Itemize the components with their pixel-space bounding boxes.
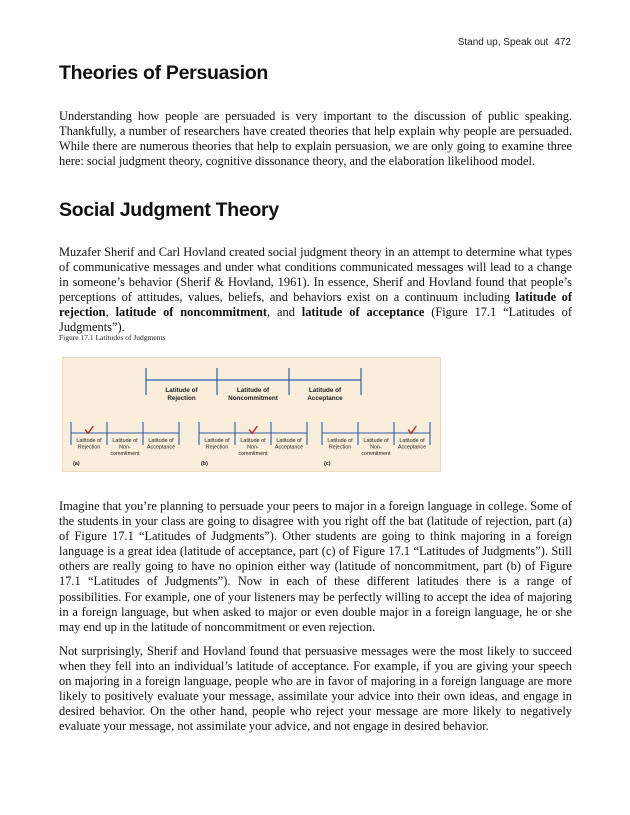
- cell-label: Non-: [247, 444, 259, 451]
- cell-label: Acceptance: [397, 444, 427, 451]
- cell-label: Latitude of: [112, 438, 138, 444]
- term-rejection: latitude of rejection: [59, 290, 572, 320]
- sjt-paragraph-2: Imagine that you’re planning to persuade your peers to major in a foreign language in college. Some of the students in your class are going to disagree with you right off the bat (latitude of rejection, part (a) of Figure 17.1 “Latitudes of Judgments”). Other students are going to think majoring in a foreign language is a great idea (latitude of acceptance, part (c) of Figure 17.1 “Latitudes of Judgments”). Still others are really going to have no opinion either way (latitude of noncommitment, part (b) of Figure 17.1 “Latitudes of Judgments”). Now in each of these different latitudes there is a range of possibilities. For example, one of your listeners may be perfectly willing to accept the idea of majoring in a foreign language, but when asked to major or even double major in a foreign language, he or she may end up in the latitude of noncommitment or even rejection.: [59, 499, 572, 634]
- top-label-line2: Acceptance: [307, 395, 343, 402]
- text-run: Muzafer Sherif and Carl Hovland created social judgment theory in an attempt to determine what types of communicative messages and under what conditions communicated messages will lead to a change in someone’s behavior (Sherif & Hovland, 1961). In essence, Sherif and Hovland found that people’s perceptions of attitudes, values, beliefs, and behaviors exist on a continuum including: [59, 245, 572, 305]
- panel-tag: (a): [73, 461, 80, 467]
- cell-label: Acceptance: [146, 444, 176, 451]
- text-run: (Figure 17.1 “Latitudes of Judgments”).: [59, 305, 572, 335]
- text-run: ,: [105, 305, 116, 320]
- top-label-line1: Latitude of: [165, 387, 198, 394]
- panel-tag: (c): [324, 461, 331, 467]
- cell-label: Latitude of: [327, 438, 353, 444]
- latitudes-figure: [62, 357, 441, 472]
- cell-label: Latitude of: [276, 438, 302, 444]
- cell-label: Non-: [370, 444, 382, 451]
- sjt-paragraph-3: Not surprisingly, Sherif and Hovland found that persuasive messages were the most likely to succeed when they fell into an individual’s latitude of acceptance. For example, if you are giving your speech on majoring in a foreign language, people who are in favor of majoring in a foreign language are more likely to positively evaluate your message, assimilate your advice into their own ideas, and engage in desired behavior. On the other hand, people who reject your message are more likely to negatively evaluate your message, not assimilate your advice, and not engage in desired behavior.: [59, 644, 572, 734]
- cell-label: Latitude of: [399, 438, 425, 444]
- top-label-line2: Noncommitment: [228, 395, 278, 402]
- panel-tag: (b): [201, 461, 208, 467]
- top-label-line1: Latitude of: [236, 387, 270, 394]
- text-run: , and: [267, 305, 302, 320]
- sjt-paragraph-1: [59, 245, 572, 336]
- latitudes-diagram: [63, 358, 442, 473]
- page-number: 472: [554, 37, 571, 48]
- cell-label: Non-: [119, 444, 131, 451]
- cell-label: Latitude of: [148, 438, 174, 444]
- cell-label: commitment: [110, 451, 140, 457]
- cell-label: Latitude of: [363, 438, 389, 444]
- section-heading-theories: Theories of Persuasion: [59, 62, 269, 84]
- intro-paragraph: Understanding how people are persuaded is very important to the discussion of public speaking. Thankfully, a number of researchers have created theories that help explain why people are persuaded. While there are numerous theories that help to explain persuasion, we are only going to examine three here: social judgment theory, cognitive dissonance theory, and the elaboration likelihood model.: [59, 109, 572, 169]
- cell-label: Latitude of: [240, 438, 266, 444]
- cell-label: Rejection: [205, 444, 229, 451]
- running-head: [458, 37, 571, 48]
- term-acceptance: latitude of acceptance: [301, 305, 425, 320]
- cell-label: Latitude of: [76, 438, 102, 444]
- section-heading-social-judgment: Social Judgment Theory: [59, 199, 279, 221]
- cell-label: Latitude of: [204, 438, 230, 444]
- book-title: Stand up, Speak out: [457, 37, 549, 48]
- figure-caption: Figure 17.1 Latitudes of Judgments: [59, 333, 166, 342]
- top-label-line1: Latitude of: [308, 387, 342, 394]
- cell-label: Rejection: [77, 444, 101, 451]
- cell-label: Rejection: [328, 444, 352, 451]
- cell-label: commitment: [361, 451, 391, 457]
- cell-label: commitment: [238, 451, 268, 457]
- cell-label: Acceptance: [274, 444, 304, 451]
- term-noncommitment: latitude of noncommitment: [115, 305, 268, 320]
- top-label-line2: Rejection: [167, 395, 196, 402]
